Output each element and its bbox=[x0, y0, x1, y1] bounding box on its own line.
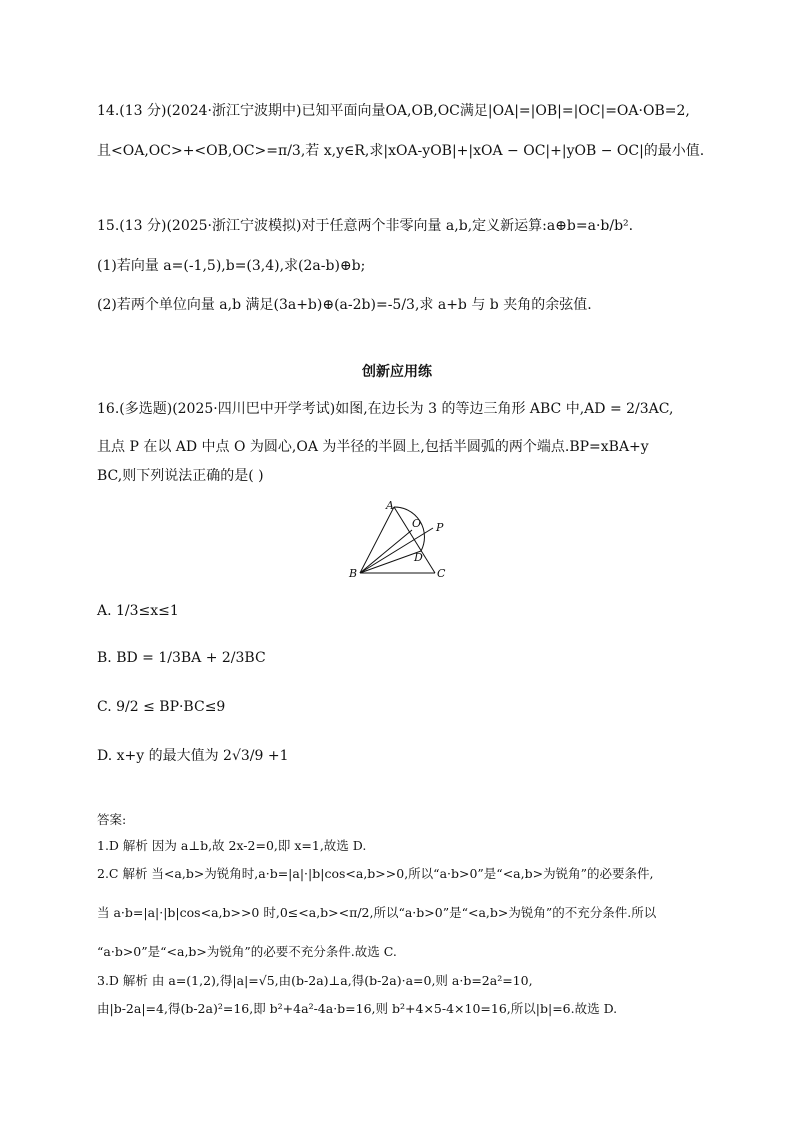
answer-2-line-2: 当 a·b=|a|·|b|cos<a,b>>0 时,0≤<a,b><π/2,所以“a·b>0”是“<a,b>为锐角”的不充分条件.所以 bbox=[97, 905, 657, 920]
section-title: 创新应用练 bbox=[362, 364, 432, 380]
answer-3-line-2: 由|b-2a|=4,得(b-2a)²=16,即 b²+4a²-4a·b=16,则 b²+4×5-4×10=16,所以|b|=6.故选 D. bbox=[97, 1001, 618, 1016]
label-d: D bbox=[414, 551, 423, 564]
q14-line-1: 14.(13 分)(2024·浙江宁波期中)已知平面向量OA,OB,OC满足|OA|=|OB|=|OC|=OA·OB=2, bbox=[97, 103, 690, 119]
q14-line-2: 且<OA,OC>+<OB,OC>=π/3,若 x,y∈R,求|xOA-yOB|+|xOA − OC|+|yOB − OC|的最小值. bbox=[97, 143, 705, 159]
segment-bo bbox=[360, 530, 412, 573]
q16-option-d: D. x+y 的最大值为 2√3/9 +1 bbox=[97, 748, 289, 764]
answers-title: 答案: bbox=[97, 812, 127, 827]
label-a: A bbox=[386, 499, 394, 512]
label-p: P bbox=[436, 521, 444, 534]
label-o: O bbox=[412, 517, 422, 530]
answer-1: 1.D 解析 因为 a⊥b,故 2x-2=0,即 x=1,故选 D. bbox=[97, 838, 367, 853]
q15-line-1: 15.(13 分)(2025·浙江宁波模拟)对于任意两个非零向量 a,b,定义新运算:a⊕b=a·b/b². bbox=[97, 218, 634, 234]
triangle-semicircle-figure bbox=[340, 495, 470, 585]
q16-line-2: 且点 P 在以 AD 中点 O 为圆心,OA 为半径的半圆上,包括半圆弧的两个端点.BP=xBA+y bbox=[97, 439, 649, 455]
answer-2-line-1: 2.C 解析 当<a,b>为锐角时,a·b=|a|·|b|cos<a,b>>0,所以“a·b>0”是“<a,b>为锐角”的必要条件, bbox=[97, 866, 654, 881]
q15-part-2: (2)若两个单位向量 a,b 满足(3a+b)⊕(a-2b)=-5/3,求 a+b 与 b 夹角的余弦值. bbox=[97, 297, 592, 313]
q16-option-b: B. BD = 1/3BA + 2/3BC bbox=[97, 650, 266, 666]
q15-part-1: (1)若向量 a=(-1,5),b=(3,4),求(2a-b)⊕b; bbox=[97, 258, 366, 274]
q16-option-a: A. 1/3≤x≤1 bbox=[97, 603, 179, 619]
label-b: B bbox=[349, 567, 358, 580]
q16-line-3: BC,则下列说法正确的是( ) bbox=[97, 468, 264, 484]
answer-2-line-3: “a·b>0”是“<a,b>为锐角”的必要不充分条件.故选 C. bbox=[97, 944, 397, 959]
q16-option-c: C. 9/2 ≤ BP·BC≤9 bbox=[97, 699, 226, 715]
answer-3-line-1: 3.D 解析 由 a=(1,2),得|a|=√5,由(b-2a)⊥a,得(b-2a)·a=0,则 a·b=2a²=10, bbox=[97, 973, 533, 988]
label-c: C bbox=[437, 567, 446, 580]
q16-line-1: 16.(多选题)(2025·四川巴中开学考试)如图,在边长为 3 的等边三角形 ABC 中,AD = 2/3AC, bbox=[97, 401, 674, 417]
